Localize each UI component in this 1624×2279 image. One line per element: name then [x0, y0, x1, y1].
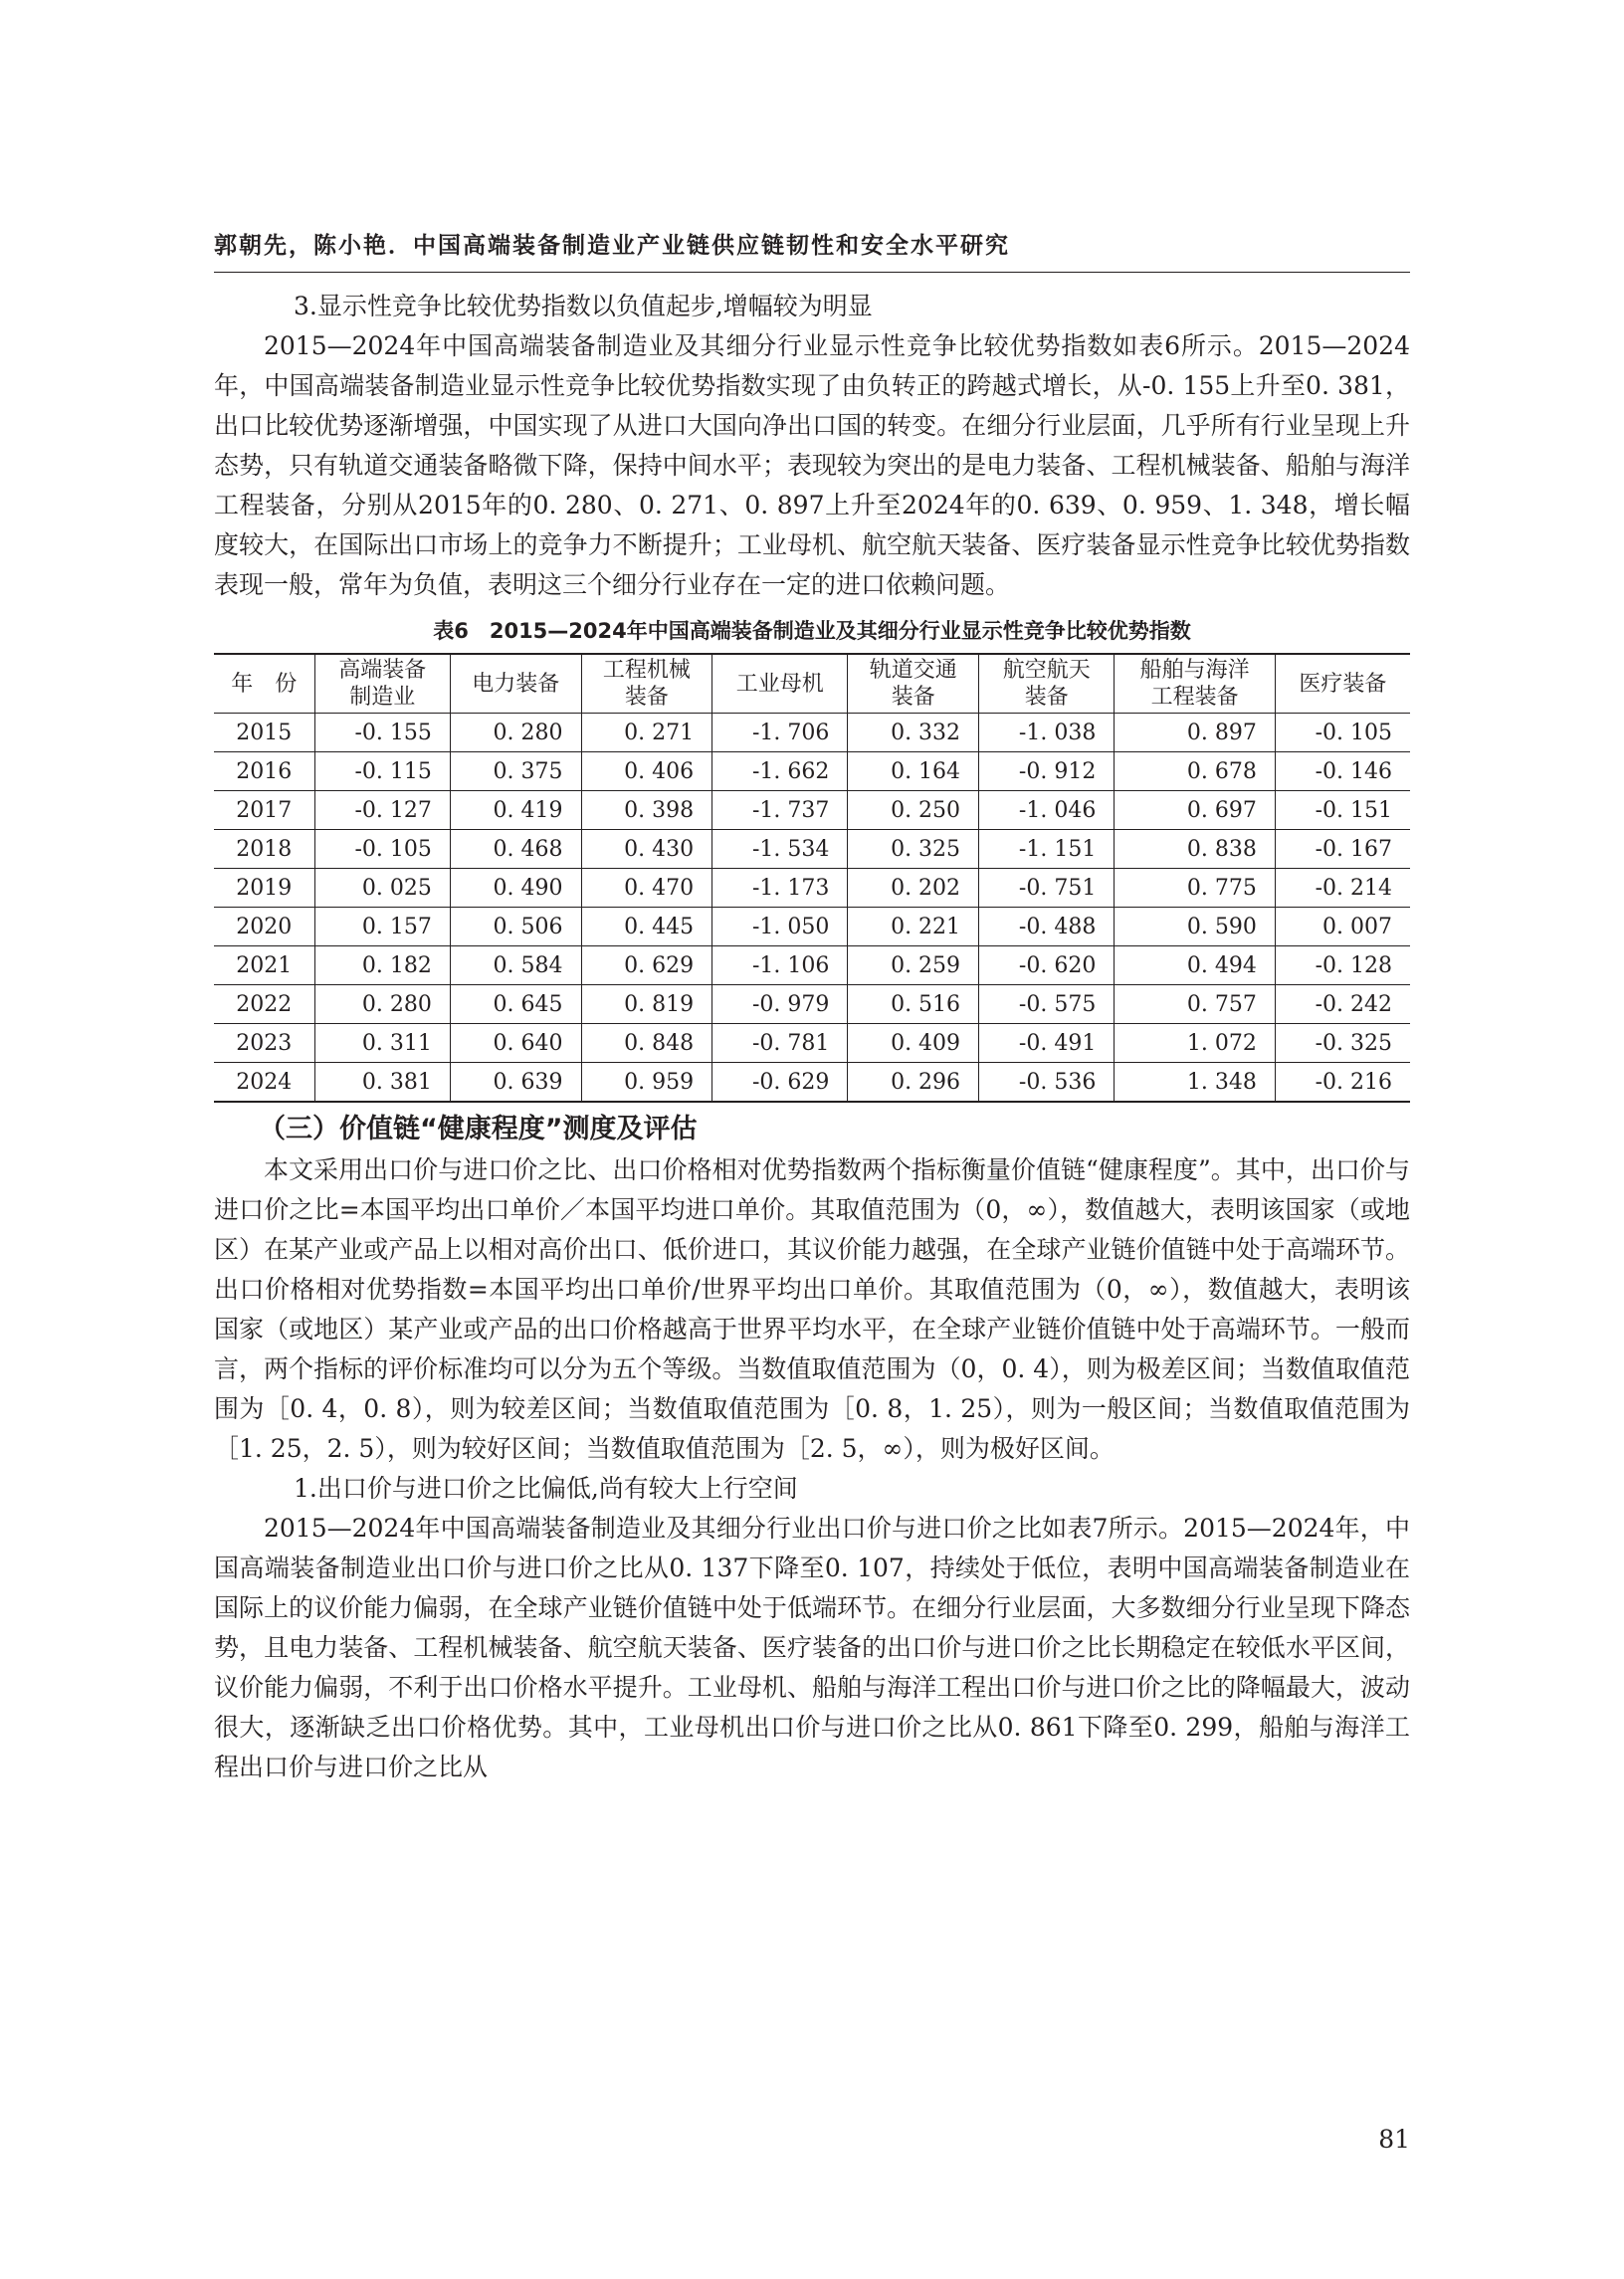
value-cell: 0. 590 [1115, 908, 1276, 946]
value-cell: -0. 491 [979, 1024, 1115, 1063]
table-row [214, 908, 1410, 946]
value-cell: -1. 534 [712, 830, 848, 869]
value-cell: -0. 629 [712, 1063, 848, 1103]
data-table [214, 653, 1410, 1103]
value-cell: 0. 375 [450, 752, 581, 791]
year-cell: 2018 [214, 830, 314, 869]
value-cell: 0. 629 [581, 946, 712, 985]
value-cell: 0. 757 [1115, 985, 1276, 1024]
value-cell: -1. 706 [712, 714, 848, 752]
value-cell: 0. 494 [1115, 946, 1276, 985]
value-cell: 0. 838 [1115, 830, 1276, 869]
subsection-heading-3: 3.显示性竞争比较优势指数以负值起步,增幅较为明显 [294, 292, 873, 320]
value-cell: 0. 025 [314, 869, 450, 908]
value-cell: -0. 155 [314, 714, 450, 752]
value-cell: -1. 038 [979, 714, 1115, 752]
year-cell: 2024 [214, 1063, 314, 1103]
value-cell: 0. 506 [450, 908, 581, 946]
year-cell: 2020 [214, 908, 314, 946]
running-head: 郭朝先，陈小艳．中国高端装备制造业产业链供应链韧性和安全水平研究 [214, 227, 1410, 273]
value-cell: 0. 280 [450, 714, 581, 752]
value-cell: -0. 127 [314, 791, 450, 830]
table-caption: 表6 2015—2024年中国高端装备制造业及其细分行业显示性竞争比较优势指数 [433, 619, 1191, 643]
paragraph-1: 2015—2024年中国高端装备制造业及其细分行业显示性竞争比较优势指数如表6所示。2015—2024年，中国高端装备制造业显示性竞争比较优势指数实现了由负转正的跨越式增长，从-0. 155上升至0. 381，出口比较优势逐渐增强，中国实现了从进口大国向净出口国的转变。在细分行业层面，几乎所有行业呈现上升态势，只有轨道交通装备略微下降，保持中间水平；表现较为突出的是电力装备、工程机械装备、船舶与海洋工程装备，分别从2015年的0. 280、0. 271、0. 897上升至2024年的0. 639、0. 959、1. 348，增长幅度较大，在国际出口市场上的竞争力不断提升；工业母机、航空航天装备、医疗装备显示性竞争比较优势指数表现一般，常年为负值，表明这三个细分行业存在一定的进口依赖问题。 [214, 331, 1410, 599]
value-cell: 0. 325 [848, 830, 979, 869]
value-cell: 0. 007 [1275, 908, 1410, 946]
value-cell: 0. 430 [581, 830, 712, 869]
value-cell: 0. 584 [450, 946, 581, 985]
value-cell: -0. 781 [712, 1024, 848, 1063]
value-cell: 1. 348 [1115, 1063, 1276, 1103]
year-cell: 2022 [214, 985, 314, 1024]
value-cell: -0. 115 [314, 752, 450, 791]
value-cell: 0. 202 [848, 869, 979, 908]
value-cell: -1. 050 [712, 908, 848, 946]
table-header-cell: 电力装备 [450, 654, 581, 714]
table-header-cell: 轨道交通 装备 [848, 654, 979, 714]
year-cell: 2015 [214, 714, 314, 752]
value-cell: 0. 250 [848, 791, 979, 830]
value-cell: 0. 640 [450, 1024, 581, 1063]
table-row [214, 985, 1410, 1024]
table-header-cell: 高端装备 制造业 [314, 654, 450, 714]
value-cell: 0. 848 [581, 1024, 712, 1063]
value-cell: 0. 819 [581, 985, 712, 1024]
value-cell: 0. 678 [1115, 752, 1276, 791]
table-header-cell: 航空航天 装备 [979, 654, 1115, 714]
value-cell: -0. 214 [1275, 869, 1410, 908]
value-cell: -1. 151 [979, 830, 1115, 869]
value-cell: 0. 419 [450, 791, 581, 830]
value-cell: -1. 046 [979, 791, 1115, 830]
value-cell: -0. 620 [979, 946, 1115, 985]
value-cell: -0. 105 [314, 830, 450, 869]
value-cell: 0. 897 [1115, 714, 1276, 752]
table-header-row [214, 654, 1410, 714]
value-cell: -0. 216 [1275, 1063, 1410, 1103]
table-row [214, 791, 1410, 830]
value-cell: -0. 167 [1275, 830, 1410, 869]
value-cell: -0. 146 [1275, 752, 1410, 791]
value-cell: 0. 182 [314, 946, 450, 985]
table-header-cell: 年 份 [214, 654, 314, 714]
value-cell: 0. 296 [848, 1063, 979, 1103]
value-cell: 0. 311 [314, 1024, 450, 1063]
value-cell: -1. 106 [712, 946, 848, 985]
paragraph-3: 2015—2024年中国高端装备制造业及其细分行业出口价与进口价之比如表7所示。2015—2024年，中国高端装备制造业出口价与进口价之比从0. 137下降至0. 107，持续处于低位，表明中国高端装备制造业在国际上的议价能力偏弱，在全球产业链价值链中处于低端环节。在细分行业层面，大多数细分行业呈现下降态势，且电力装备、工程机械装备、航空航天装备、医疗装备的出口价与进口价之比长期稳定在较低水平区间，议价能力偏弱，不利于出口价格水平提升。工业母机、船舶与海洋工程出口价与进口价之比的降幅最大，波动很大，逐渐缺乏出口价格优势。其中，工业母机出口价与进口价之比从0. 861下降至0. 299，船舶与海洋工程出口价与进口价之比从 [214, 1514, 1410, 1781]
value-cell: -0. 536 [979, 1063, 1115, 1103]
value-cell: 0. 516 [848, 985, 979, 1024]
table-row [214, 752, 1410, 791]
value-cell: 0. 221 [848, 908, 979, 946]
value-cell: -0. 325 [1275, 1024, 1410, 1063]
value-cell: 0. 639 [450, 1063, 581, 1103]
subsection-heading-1: 1.出口价与进口价之比偏低,尚有较大上行空间 [294, 1474, 798, 1503]
value-cell: 0. 409 [848, 1024, 979, 1063]
value-cell: -0. 912 [979, 752, 1115, 791]
table-row [214, 946, 1410, 985]
article-body [214, 287, 1410, 1787]
value-cell: 0. 406 [581, 752, 712, 791]
table-body [214, 714, 1410, 1103]
value-cell: -0. 128 [1275, 946, 1410, 985]
value-cell: -0. 979 [712, 985, 848, 1024]
year-cell: 2023 [214, 1024, 314, 1063]
value-cell: -0. 105 [1275, 714, 1410, 752]
year-cell: 2021 [214, 946, 314, 985]
year-cell: 2019 [214, 869, 314, 908]
value-cell: 0. 959 [581, 1063, 712, 1103]
table-header-cell: 工程机械 装备 [581, 654, 712, 714]
value-cell: -0. 575 [979, 985, 1115, 1024]
year-cell: 2016 [214, 752, 314, 791]
table-header-cell: 工业母机 [712, 654, 848, 714]
value-cell: -0. 151 [1275, 791, 1410, 830]
table-row [214, 830, 1410, 869]
value-cell: 0. 470 [581, 869, 712, 908]
table-header-cell: 船舶与海洋 工程装备 [1115, 654, 1276, 714]
value-cell: -1. 662 [712, 752, 848, 791]
paragraph-2: 本文采用出口价与进口价之比、出口价格相对优势指数两个指标衡量价值链“健康程度”。其中，出口价与进口价之比=本国平均出口单价／本国平均进口单价。其取值范围为（0，∞），数值越大，表明该国家（或地区）在某产业或产品上以相对高价出口、低价进口，其议价能力越强，在全球产业链价值链中处于高端环节。出口价格相对优势指数=本国平均出口单价/世界平均出口单价。其取值范围为（0，∞），数值越大，表明该国家（或地区）某产业或产品的出口价格越高于世界平均水平，在全球产业链价值链中处于高端环节。一般而言，两个指标的评价标准均可以分为五个等级。当数值取值范围为（0，0. 4），则为极差区间；当数值取值范围为［0. 4，0. 8），则为较差区间；当数值取值范围为［0. 8，1. 25），则为一般区间；当数值取值范围为［1. 25，2. 5），则为较好区间；当数值取值范围为［2. 5，∞），则为极好区间。 [214, 1155, 1410, 1463]
value-cell: -0. 242 [1275, 985, 1410, 1024]
value-cell: 0. 645 [450, 985, 581, 1024]
value-cell: -0. 751 [979, 869, 1115, 908]
value-cell: 0. 164 [848, 752, 979, 791]
value-cell: -1. 173 [712, 869, 848, 908]
value-cell: 0. 697 [1115, 791, 1276, 830]
value-cell: 0. 445 [581, 908, 712, 946]
value-cell: 0. 490 [450, 869, 581, 908]
year-cell: 2017 [214, 791, 314, 830]
value-cell: 1. 072 [1115, 1024, 1276, 1063]
value-cell: -0. 488 [979, 908, 1115, 946]
section-heading: （三）价值链“健康程度”测度及评估 [259, 1114, 698, 1144]
value-cell: 0. 381 [314, 1063, 450, 1103]
value-cell: 0. 775 [1115, 869, 1276, 908]
value-cell: 0. 398 [581, 791, 712, 830]
value-cell: 0. 468 [450, 830, 581, 869]
value-cell: 0. 332 [848, 714, 979, 752]
table-row [214, 1024, 1410, 1063]
value-cell: -1. 737 [712, 791, 848, 830]
value-cell: 0. 259 [848, 946, 979, 985]
table-row [214, 869, 1410, 908]
value-cell: 0. 280 [314, 985, 450, 1024]
value-cell: 0. 271 [581, 714, 712, 752]
page-number: 81 [1378, 2125, 1410, 2154]
table-row [214, 714, 1410, 752]
table-row [214, 1063, 1410, 1103]
table-header-cell: 医疗装备 [1275, 654, 1410, 714]
value-cell: 0. 157 [314, 908, 450, 946]
